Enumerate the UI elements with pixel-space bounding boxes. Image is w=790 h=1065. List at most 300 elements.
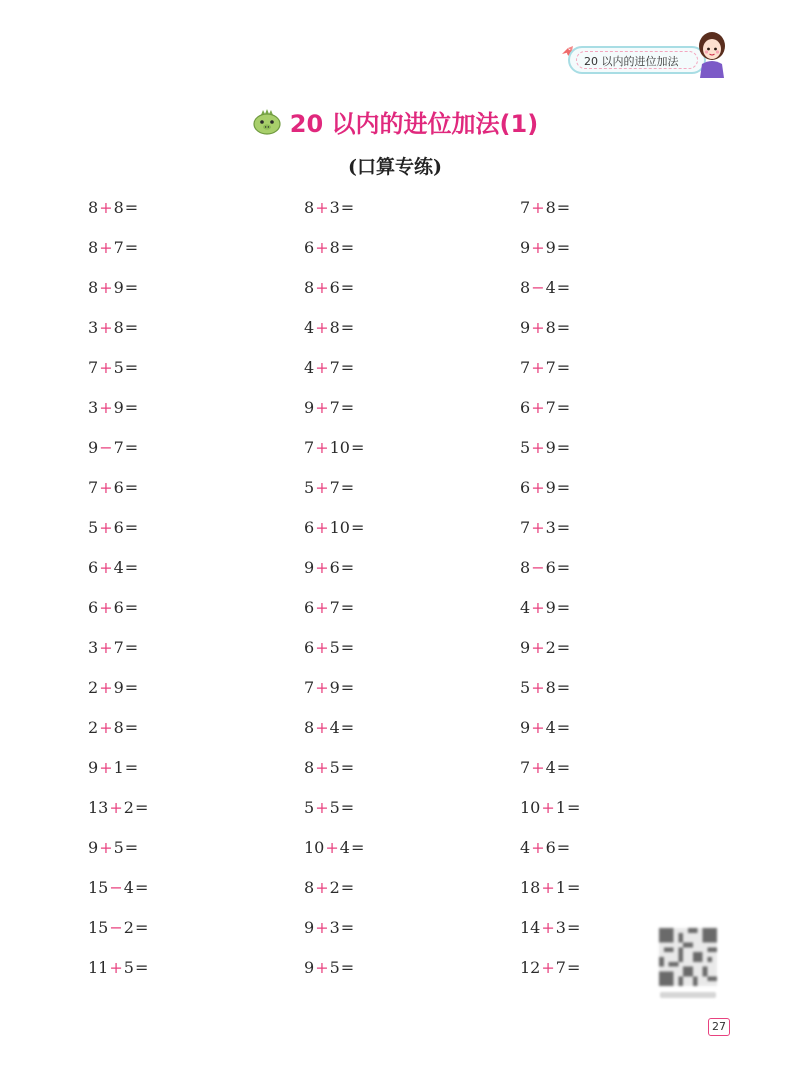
arithmetic-problem — [520, 556, 570, 580]
operator: + — [315, 438, 329, 457]
equals-sign: = — [124, 558, 139, 577]
operator: + — [315, 398, 329, 417]
arithmetic-problem — [304, 556, 354, 580]
operand-a: 9 — [88, 438, 99, 457]
operator: + — [315, 718, 329, 737]
equals-sign: = — [340, 398, 355, 417]
operator: + — [541, 918, 555, 937]
operand-b: 6 — [329, 278, 340, 297]
arithmetic-problem — [304, 916, 354, 940]
arithmetic-problem — [520, 396, 570, 420]
operand-a: 8 — [520, 278, 531, 297]
operand-b: 9 — [545, 478, 556, 497]
operand-b: 6 — [329, 558, 340, 577]
arithmetic-problem — [520, 516, 570, 540]
operator: − — [109, 918, 123, 937]
operand-b: 8 — [113, 318, 124, 337]
equals-sign: = — [340, 878, 355, 897]
operator: + — [99, 638, 113, 657]
equals-sign: = — [556, 558, 571, 577]
equals-sign: = — [340, 758, 355, 777]
operand-b: 5 — [113, 358, 124, 377]
operand-a: 6 — [520, 478, 531, 497]
equals-sign: = — [350, 838, 365, 857]
operand-a: 8 — [304, 278, 315, 297]
equals-sign: = — [124, 598, 139, 617]
equals-sign: = — [340, 238, 355, 257]
arithmetic-problem — [520, 276, 570, 300]
operand-b: 3 — [555, 918, 566, 937]
operand-b: 5 — [329, 758, 340, 777]
operator: + — [99, 838, 113, 857]
equals-sign: = — [124, 838, 139, 857]
operand-a: 15 — [88, 878, 109, 897]
equals-sign: = — [340, 278, 355, 297]
operator: + — [315, 478, 329, 497]
operator: + — [315, 798, 329, 817]
operand-b: 7 — [113, 438, 124, 457]
operand-a: 8 — [304, 758, 315, 777]
equals-sign: = — [340, 198, 355, 217]
operator: + — [99, 278, 113, 297]
operand-a: 7 — [520, 758, 531, 777]
operator: + — [99, 198, 113, 217]
operand-b: 5 — [123, 958, 134, 977]
arithmetic-problem — [304, 636, 354, 660]
equals-sign: = — [566, 798, 581, 817]
operand-b: 2 — [123, 918, 134, 937]
operand-b: 7 — [555, 958, 566, 977]
operator: + — [315, 238, 329, 257]
arithmetic-problem — [88, 716, 138, 740]
badge-text: 20 以内的进位加法 — [584, 55, 679, 68]
operator: + — [99, 558, 113, 577]
equals-sign: = — [556, 518, 571, 537]
operand-b: 8 — [113, 718, 124, 737]
operand-b: 4 — [329, 718, 340, 737]
equals-sign: = — [124, 318, 139, 337]
equals-sign: = — [556, 278, 571, 297]
arithmetic-problem — [520, 676, 570, 700]
arithmetic-problem — [304, 676, 354, 700]
operand-b: 1 — [555, 878, 566, 897]
operator: − — [99, 438, 113, 457]
operand-a: 15 — [88, 918, 109, 937]
operand-a: 9 — [304, 918, 315, 937]
operand-a: 4 — [520, 598, 531, 617]
operator: + — [109, 958, 123, 977]
operator: + — [315, 918, 329, 937]
operand-a: 8 — [304, 718, 315, 737]
operand-a: 14 — [520, 918, 541, 937]
operator: + — [531, 838, 545, 857]
operator: + — [531, 198, 545, 217]
operator: + — [315, 598, 329, 617]
equals-sign: = — [556, 678, 571, 697]
operand-b: 9 — [545, 238, 556, 257]
equals-sign: = — [556, 838, 571, 857]
operand-a: 6 — [304, 238, 315, 257]
operand-b: 8 — [113, 198, 124, 217]
arithmetic-problem — [88, 276, 138, 300]
operator: + — [531, 638, 545, 657]
arithmetic-problem — [304, 836, 364, 860]
arithmetic-problem — [304, 516, 364, 540]
operator: + — [531, 398, 545, 417]
operand-b: 6 — [545, 838, 556, 857]
operator: − — [531, 558, 545, 577]
operator: + — [315, 958, 329, 977]
operator: + — [541, 798, 555, 817]
operand-a: 4 — [304, 318, 315, 337]
operator: + — [325, 838, 339, 857]
operand-a: 7 — [520, 358, 531, 377]
operand-a: 8 — [304, 878, 315, 897]
operator: − — [531, 278, 545, 297]
operand-b: 5 — [329, 958, 340, 977]
operand-a: 6 — [304, 598, 315, 617]
equals-sign: = — [350, 438, 365, 457]
operand-b: 4 — [339, 838, 350, 857]
operator: + — [315, 278, 329, 297]
operand-a: 10 — [304, 838, 325, 857]
arithmetic-problem — [304, 596, 354, 620]
arithmetic-problem — [304, 716, 354, 740]
equals-sign: = — [340, 558, 355, 577]
arithmetic-problem — [520, 836, 570, 860]
page-number: 27 — [708, 1018, 730, 1036]
operand-b: 4 — [545, 278, 556, 297]
operand-b: 7 — [545, 358, 556, 377]
equals-sign: = — [566, 958, 581, 977]
operator: + — [531, 238, 545, 257]
operand-a: 7 — [520, 518, 531, 537]
equals-sign: = — [566, 918, 581, 937]
operand-b: 3 — [545, 518, 556, 537]
arithmetic-problem — [304, 956, 354, 980]
equals-sign: = — [556, 598, 571, 617]
girl-avatar-icon — [696, 30, 728, 78]
chapter-badge — [568, 46, 706, 74]
operator: − — [109, 878, 123, 897]
operand-a: 9 — [520, 718, 531, 737]
operand-a: 5 — [304, 478, 315, 497]
qr-code — [658, 928, 718, 986]
equals-sign: = — [124, 438, 139, 457]
equals-sign: = — [340, 958, 355, 977]
operator: + — [99, 318, 113, 337]
dinosaur-face-icon — [252, 109, 282, 135]
operator: + — [531, 718, 545, 737]
arithmetic-problem — [520, 196, 570, 220]
operand-a: 9 — [304, 398, 315, 417]
operand-a: 8 — [88, 278, 99, 297]
equals-sign: = — [340, 318, 355, 337]
operand-b: 5 — [113, 838, 124, 857]
operator: + — [531, 758, 545, 777]
operand-b: 9 — [113, 398, 124, 417]
operand-b: 7 — [329, 358, 340, 377]
arithmetic-problem — [520, 596, 570, 620]
operator: + — [531, 318, 545, 337]
operand-b: 8 — [545, 198, 556, 217]
equals-sign: = — [340, 638, 355, 657]
arithmetic-problem — [304, 316, 354, 340]
operator: + — [315, 638, 329, 657]
operand-a: 10 — [520, 798, 541, 817]
operator: + — [531, 438, 545, 457]
operand-a: 9 — [304, 958, 315, 977]
operand-a: 5 — [304, 798, 315, 817]
operand-a: 3 — [88, 638, 99, 657]
equals-sign: = — [340, 598, 355, 617]
equals-sign: = — [124, 758, 139, 777]
operator: + — [99, 598, 113, 617]
arithmetic-problem — [88, 636, 138, 660]
arithmetic-problem — [304, 396, 354, 420]
equals-sign: = — [566, 878, 581, 897]
operand-b: 8 — [329, 318, 340, 337]
operand-b: 6 — [545, 558, 556, 577]
operand-b: 7 — [329, 398, 340, 417]
equals-sign: = — [134, 878, 149, 897]
operand-a: 3 — [88, 318, 99, 337]
operand-a: 9 — [520, 318, 531, 337]
operand-b: 2 — [123, 798, 134, 817]
equals-sign: = — [124, 718, 139, 737]
qr-caption — [660, 992, 716, 998]
operand-a: 6 — [88, 558, 99, 577]
operator: + — [315, 318, 329, 337]
arithmetic-problem — [88, 196, 138, 220]
operand-b: 2 — [545, 638, 556, 657]
operand-b: 7 — [113, 638, 124, 657]
operand-a: 5 — [520, 438, 531, 457]
arithmetic-problem — [88, 436, 138, 460]
operator: + — [531, 678, 545, 697]
equals-sign: = — [134, 958, 149, 977]
operator: + — [315, 198, 329, 217]
operand-a: 6 — [304, 638, 315, 657]
arithmetic-problem — [88, 676, 138, 700]
arithmetic-problem — [88, 316, 138, 340]
arithmetic-problem — [304, 796, 354, 820]
operand-a: 3 — [88, 398, 99, 417]
arithmetic-problem — [520, 436, 570, 460]
arithmetic-problem — [88, 756, 138, 780]
operand-a: 11 — [88, 958, 109, 977]
operand-b: 5 — [329, 638, 340, 657]
page-title: 20 以内的进位加法(1) — [289, 110, 539, 138]
operator: + — [315, 358, 329, 377]
operator: + — [315, 518, 329, 537]
operand-b: 7 — [545, 398, 556, 417]
equals-sign: = — [556, 358, 571, 377]
operand-a: 9 — [520, 638, 531, 657]
arithmetic-problem — [88, 356, 138, 380]
equals-sign: = — [556, 318, 571, 337]
operand-b: 5 — [329, 798, 340, 817]
equals-sign: = — [124, 518, 139, 537]
operator: + — [531, 358, 545, 377]
operator: + — [541, 958, 555, 977]
operand-a: 18 — [520, 878, 541, 897]
operator: + — [315, 878, 329, 897]
equals-sign: = — [124, 278, 139, 297]
equals-sign: = — [340, 678, 355, 697]
arithmetic-problem — [520, 236, 570, 260]
operand-a: 8 — [88, 198, 99, 217]
operand-b: 3 — [329, 198, 340, 217]
operand-a: 6 — [520, 398, 531, 417]
equals-sign: = — [340, 918, 355, 937]
arithmetic-problem — [304, 356, 354, 380]
operand-b: 9 — [329, 678, 340, 697]
operand-a: 9 — [520, 238, 531, 257]
arithmetic-problem — [520, 796, 580, 820]
operand-b: 7 — [329, 478, 340, 497]
operand-a: 5 — [88, 518, 99, 537]
operand-a: 4 — [520, 838, 531, 857]
arithmetic-problem — [304, 476, 354, 500]
operand-b: 1 — [555, 798, 566, 817]
operand-b: 10 — [329, 518, 350, 537]
operand-a: 7 — [88, 478, 99, 497]
equals-sign: = — [340, 358, 355, 377]
equals-sign: = — [556, 398, 571, 417]
equals-sign: = — [556, 198, 571, 217]
operator: + — [531, 598, 545, 617]
operand-a: 13 — [88, 798, 109, 817]
arithmetic-problem — [304, 236, 354, 260]
operand-a: 9 — [304, 558, 315, 577]
operand-b: 6 — [113, 598, 124, 617]
arithmetic-problem — [520, 356, 570, 380]
equals-sign: = — [556, 758, 571, 777]
operand-b: 8 — [329, 238, 340, 257]
operator: + — [315, 558, 329, 577]
equals-sign: = — [340, 718, 355, 737]
equals-sign: = — [134, 798, 149, 817]
operand-a: 6 — [304, 518, 315, 537]
equals-sign: = — [124, 358, 139, 377]
arithmetic-problem — [88, 556, 138, 580]
arithmetic-problem — [304, 196, 354, 220]
arithmetic-problem — [88, 236, 138, 260]
operator: + — [99, 398, 113, 417]
operator: + — [541, 878, 555, 897]
problem-grid — [88, 196, 688, 996]
operand-a: 6 — [88, 598, 99, 617]
operator: + — [99, 478, 113, 497]
operator: + — [531, 518, 545, 537]
arithmetic-problem — [88, 596, 138, 620]
equals-sign: = — [134, 918, 149, 937]
operator: + — [99, 358, 113, 377]
equals-sign: = — [556, 238, 571, 257]
arithmetic-problem — [88, 916, 148, 940]
operand-b: 3 — [329, 918, 340, 937]
equals-sign: = — [124, 478, 139, 497]
arithmetic-problem — [88, 836, 138, 860]
operand-b: 4 — [545, 718, 556, 737]
operand-b: 2 — [329, 878, 340, 897]
operator: + — [99, 518, 113, 537]
equals-sign: = — [556, 478, 571, 497]
operand-b: 9 — [113, 678, 124, 697]
operand-a: 8 — [304, 198, 315, 217]
operand-b: 4 — [123, 878, 134, 897]
arithmetic-problem — [88, 396, 138, 420]
operand-b: 6 — [113, 518, 124, 537]
arithmetic-problem — [520, 316, 570, 340]
operand-a: 8 — [520, 558, 531, 577]
arithmetic-problem — [88, 876, 148, 900]
arithmetic-problem — [304, 436, 364, 460]
arithmetic-problem — [520, 956, 580, 980]
operand-a: 9 — [88, 758, 99, 777]
operand-a: 7 — [88, 358, 99, 377]
equals-sign: = — [340, 798, 355, 817]
arithmetic-problem — [520, 756, 570, 780]
arithmetic-problem — [520, 916, 580, 940]
equals-sign: = — [350, 518, 365, 537]
arithmetic-problem — [520, 716, 570, 740]
operand-b: 4 — [545, 758, 556, 777]
operator: + — [99, 238, 113, 257]
operand-a: 7 — [304, 438, 315, 457]
arithmetic-problem — [304, 876, 354, 900]
operand-b: 8 — [545, 318, 556, 337]
equals-sign: = — [556, 438, 571, 457]
operand-b: 9 — [545, 598, 556, 617]
operator: + — [531, 478, 545, 497]
operand-a: 4 — [304, 358, 315, 377]
operator: + — [99, 758, 113, 777]
arithmetic-problem — [88, 796, 148, 820]
arithmetic-problem — [304, 756, 354, 780]
operand-a: 12 — [520, 958, 541, 977]
equals-sign: = — [124, 398, 139, 417]
operand-a: 7 — [520, 198, 531, 217]
arithmetic-problem — [88, 476, 138, 500]
equals-sign: = — [340, 478, 355, 497]
equals-sign: = — [124, 678, 139, 697]
page-subtitle: (口算专练) — [348, 156, 442, 178]
arithmetic-problem — [520, 876, 580, 900]
operand-b: 7 — [329, 598, 340, 617]
equals-sign: = — [124, 238, 139, 257]
operator: + — [99, 718, 113, 737]
operand-b: 10 — [329, 438, 350, 457]
operator: + — [315, 678, 329, 697]
operator: + — [315, 758, 329, 777]
arithmetic-problem — [304, 276, 354, 300]
operand-b: 8 — [545, 678, 556, 697]
arithmetic-problem — [88, 516, 138, 540]
operand-b: 7 — [113, 238, 124, 257]
operand-a: 2 — [88, 718, 99, 737]
operand-b: 1 — [113, 758, 124, 777]
equals-sign: = — [556, 718, 571, 737]
operand-a: 7 — [304, 678, 315, 697]
equals-sign: = — [124, 638, 139, 657]
title-row — [0, 104, 790, 138]
operand-a: 2 — [88, 678, 99, 697]
equals-sign: = — [124, 198, 139, 217]
operand-b: 9 — [113, 278, 124, 297]
operand-b: 4 — [113, 558, 124, 577]
